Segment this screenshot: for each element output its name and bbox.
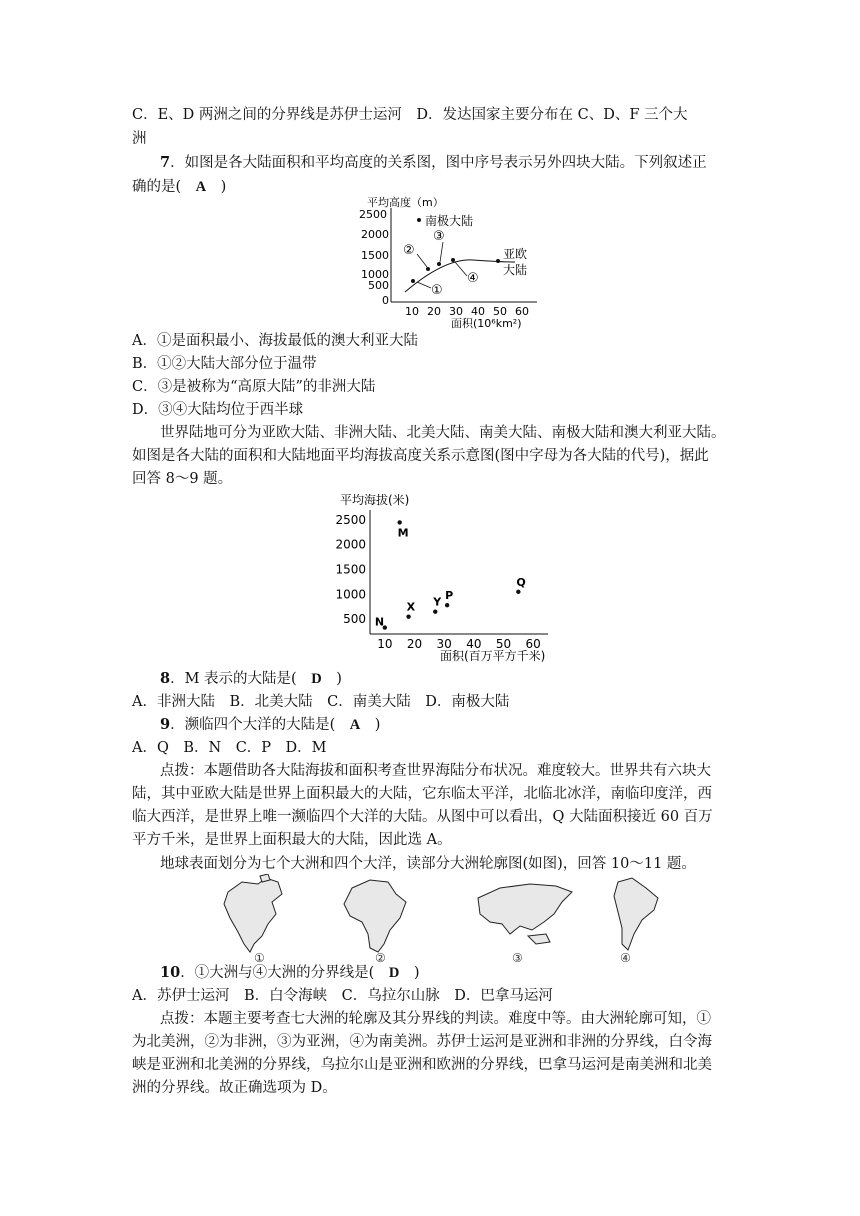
q10-options: A．苏伊士运河 B．白令海峡 C．乌拉尔山脉 D．巴拿马运河 <box>132 988 553 1004</box>
continent-outline-maps <box>210 874 670 964</box>
q9-tip-line3: 临大西洋，是世界上唯一濒临四个大洋的大陆。从图中可以看出，Q 大陆面积接近 60 百万 <box>132 809 713 825</box>
chart1-ytick: 1500 <box>361 249 389 262</box>
q6-option-line: C．E、D 两洲之间的分界线是苏伊士运河 D．发达国家主要分布在 C、D、F 三个大 <box>132 107 688 123</box>
chart2-ytick: 500 <box>343 612 366 627</box>
africa-outline <box>344 880 406 952</box>
continent-point-2 <box>426 267 430 271</box>
chart1-xtick: 60 <box>515 305 529 318</box>
map-label-2: ② <box>375 951 386 964</box>
chart2-ytick: 2500 <box>335 512 366 527</box>
q7-option-a: A．①是面积最小、海拔最低的澳大利亚大陆 <box>132 333 418 349</box>
q10-stem-close: ) <box>399 965 420 981</box>
q7-stem-line2 <box>132 176 732 198</box>
q8-answer: D <box>311 671 322 687</box>
scatter-point-Y <box>433 609 437 613</box>
q7-option-c: C．③是被称为“高原大陆”的非洲大陆 <box>132 379 376 395</box>
intro-8-9-line3: 回答 8～9 题。 <box>132 471 233 487</box>
q10-number: 10 <box>160 964 181 981</box>
scatter-label-Q: Q <box>516 575 526 589</box>
intro-10-11: 地球表面划分为七个大洲和四个大洋，读部分大洲轮廓图(如图)，回答 10～11 题。 <box>160 856 696 872</box>
chart1-xtick: 20 <box>427 305 441 318</box>
q9-stem-close: ) <box>360 717 381 733</box>
scatter-point-X <box>406 614 410 618</box>
continent-point-3 <box>437 262 441 266</box>
chart2-xtick: 30 <box>436 637 452 651</box>
chart1-ytick: 500 <box>368 279 389 292</box>
q9-answer: A <box>349 717 361 733</box>
q8-number: 8 <box>160 670 171 687</box>
q9-tip-line2: 陆，其中亚欧大陆是世界上面积最大的大陆，它东临太平洋，北临北冰洋，南临印度洋，西 <box>132 786 712 802</box>
map-label-4: ④ <box>620 951 631 964</box>
asia-outline <box>478 884 572 944</box>
chart1-xtick: 30 <box>449 305 463 318</box>
chart2-xtick: 40 <box>466 637 482 651</box>
q10-stem-text: ．①大洲与④大洲的分界线是( <box>180 965 389 981</box>
chart2-xtick: 10 <box>377 637 393 651</box>
q7-number: 7 <box>160 154 171 171</box>
antarctica-label: 南极大陆 <box>425 214 474 228</box>
q7-stem <box>160 152 760 174</box>
q8-stem-close: ) <box>321 671 342 687</box>
q9-tip-line1: 点拨：本题借助各大陆海拔和面积考查世界海陆分布状况。难度较大。世界共有六块大 <box>160 763 711 779</box>
chart2-xlabel: 面积(百万平方千米) <box>440 649 546 663</box>
q7-stem-text2: 确的是( <box>132 179 196 195</box>
q7-option-d: D．③④大陆均位于西半球 <box>132 402 304 418</box>
q7-answer: A <box>195 179 207 195</box>
q8-options: A．非洲大陆 B．北美大陆 C．南美大陆 D．南极大陆 <box>132 694 510 710</box>
chart1-ytick: 2000 <box>361 228 389 241</box>
continent-scatter-chart <box>326 488 566 664</box>
q9-tip-line4: 平方千米，是世界上面积最大的大陆，因此选 A。 <box>132 832 452 848</box>
q9-number: 9 <box>160 716 171 733</box>
scatter-label-Y: Y <box>433 595 442 609</box>
marker-2-label: ② <box>403 243 415 258</box>
chart1-xtick: 50 <box>493 305 507 318</box>
q7-stem-text: ．如图是各大陆面积和平均高度的关系图，图中序号表示另外四块大陆。下列叙述正 <box>170 155 707 171</box>
chart2-xtick: 20 <box>406 637 423 651</box>
scatter-label-X: X <box>406 600 416 614</box>
chart1-xtick: 10 <box>405 305 419 318</box>
chart1-curve <box>405 260 515 292</box>
q7-stem-close: ) <box>206 179 227 195</box>
scatter-label-M: M <box>397 526 409 540</box>
chart1-xtick: 40 <box>471 305 485 318</box>
marker-4-label: ④ <box>467 271 479 286</box>
chart2-ytick: 1500 <box>335 562 366 577</box>
map-label-1: ① <box>254 951 265 964</box>
chart1-ytick: 0 <box>382 294 389 307</box>
continent-point-1 <box>411 279 415 283</box>
south-america-outline <box>614 878 658 950</box>
q10-tip-line4: 洲的分界线。故正确选项为 D。 <box>132 1080 337 1096</box>
continent-point-4 <box>451 258 455 262</box>
eurasia-label: 亚欧 <box>503 247 528 261</box>
chart2-ytick: 1000 <box>335 587 366 602</box>
q10-tip-line1: 点拨：本题主要考查七大洲的轮廓及其分界线的判读。难度中等。由大洲轮廓可知，① <box>160 1011 711 1027</box>
q9-stem-text: ．濒临四个大洋的大陆是( <box>170 717 350 733</box>
map-label-3: ③ <box>512 951 523 964</box>
q10-answer: D <box>388 965 400 981</box>
q9-options: A．Q B．N C．P D．M <box>132 740 327 756</box>
chart1-ytick: 2500 <box>359 208 387 221</box>
eurasia-point <box>496 259 500 263</box>
chart2-ytick: 2000 <box>335 537 366 552</box>
chart2-xtick: 60 <box>525 637 541 651</box>
intro-8-9-line1: 世界陆地可分为亚欧大陆、非洲大陆、北美大陆、南美大陆、南极大陆和澳大利亚大陆。 <box>160 425 726 441</box>
q8-stem-text: ．M 表示的大陆是( <box>170 671 312 687</box>
chart1-ylabel: 平均高度（m） <box>367 196 444 209</box>
chart2-xtick: 50 <box>495 637 512 651</box>
marker-1-label: ① <box>431 283 443 298</box>
scatter-label-P: P <box>445 589 454 603</box>
antarctica-point <box>417 218 421 222</box>
q9-stem <box>160 714 760 736</box>
area-height-chart <box>355 196 545 332</box>
north-america-outline <box>224 874 282 952</box>
q8-stem <box>160 668 760 690</box>
chart1-ytick: 1000 <box>361 268 389 281</box>
scatter-point-M <box>397 520 401 524</box>
q10-tip-line3: 峡是亚洲和北美洲的分界线，乌拉尔山是亚洲和欧洲的分界线，巴拿马运河是南美洲和北美 <box>132 1057 712 1073</box>
scatter-point-Q <box>516 590 520 594</box>
q10-tip-line2: 为北美洲，②为非洲，③为亚洲，④为南美洲。苏伊士运河是亚洲和非洲的分界线，白令海 <box>132 1034 712 1050</box>
chart2-ylabel: 平均海拔(米) <box>340 493 410 507</box>
scatter-point-P <box>445 603 449 607</box>
eurasia-label-2: 大陆 <box>503 263 528 277</box>
chart1-xlabel: 面积(10⁶km²) <box>451 317 522 330</box>
q10-stem <box>160 962 760 984</box>
q6-option-line-end: 洲 <box>132 131 147 147</box>
marker-3-label: ③ <box>433 229 445 244</box>
scatter-label-N: N <box>374 615 385 629</box>
intro-8-9-line2: 如图是各大陆的面积和大陆地面平均海拔高度关系示意图(图中字母为各大陆的代号)，据此 <box>132 448 709 464</box>
q7-option-b: B．①②大陆大部分位于温带 <box>132 356 317 372</box>
